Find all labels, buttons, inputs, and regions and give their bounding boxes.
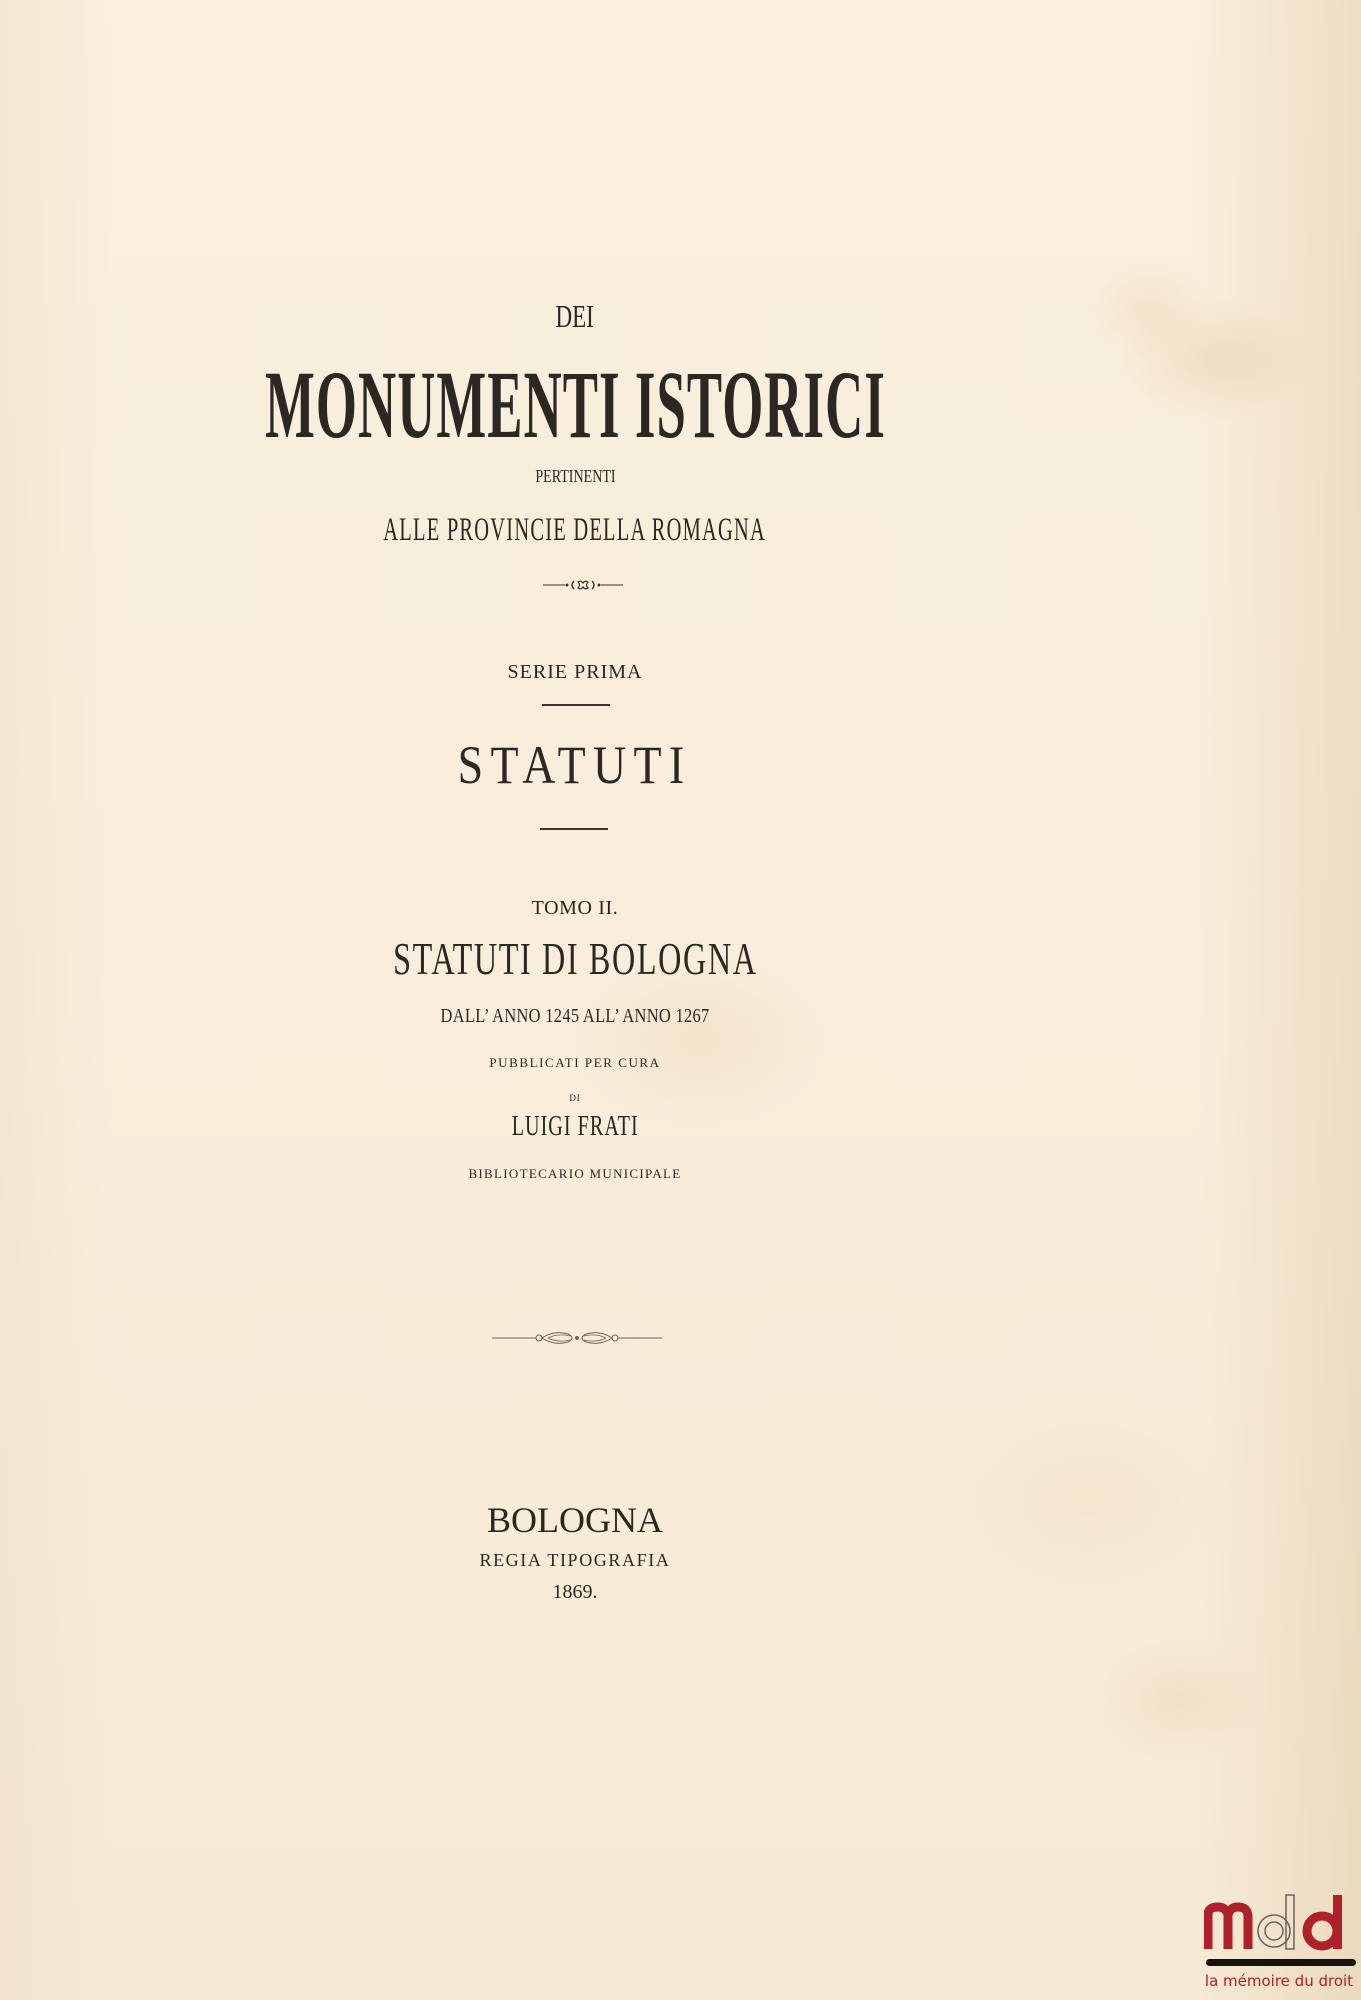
volume-label-text: TOMO II. bbox=[531, 897, 619, 919]
divider-rule bbox=[542, 704, 610, 706]
date-range bbox=[0, 1006, 1150, 1026]
subtitle bbox=[0, 514, 1150, 547]
imprint-city bbox=[0, 1502, 1150, 1538]
imprint-printer-text: REGIA TIPOGRAFIA bbox=[479, 1550, 671, 1570]
small-ornament-icon bbox=[543, 578, 623, 592]
large-ornament-icon bbox=[492, 1328, 662, 1348]
editor-title-text: BIBLIOTECARIO MUNICIPALE bbox=[468, 1166, 682, 1181]
section-title-text: STATUTI bbox=[458, 735, 692, 795]
mdd-logo-icon bbox=[1204, 1893, 1354, 1951]
title-connector bbox=[0, 467, 1150, 485]
title-connector-text: PERTINENTI bbox=[534, 466, 616, 486]
editor-name bbox=[0, 1113, 1150, 1141]
published-by-text: PUBBLICATI PER CURA bbox=[489, 1055, 661, 1070]
section-title bbox=[0, 735, 1150, 795]
editor-name-text: LUIGI FRATI bbox=[511, 1111, 639, 1142]
volume-title bbox=[0, 933, 1150, 984]
imprint-year-text: 1869. bbox=[552, 1581, 598, 1603]
imprint-year bbox=[0, 1582, 1150, 1602]
main-title bbox=[0, 351, 1150, 458]
title-prefix bbox=[0, 300, 1150, 332]
title-prefix-text: DEI bbox=[555, 298, 595, 334]
volume-title-text: STATUTI DI BOLOGNA bbox=[392, 933, 758, 984]
date-range-text: DALL’ ANNO 1245 ALL’ ANNO 1267 bbox=[440, 1005, 710, 1027]
mdd-watermark-logo bbox=[1198, 1893, 1358, 1997]
series-label bbox=[0, 662, 1150, 682]
divider-rule bbox=[540, 828, 608, 830]
editor-title bbox=[0, 1165, 1150, 1181]
subtitle-text: ALLE PROVINCIE DELLA ROMAGNA bbox=[383, 512, 767, 548]
main-title-text: MONUMENTI ISTORICI bbox=[264, 351, 886, 458]
imprint-printer bbox=[0, 1551, 1150, 1569]
by-label-text: DI bbox=[569, 1093, 581, 1103]
imprint-city-text: BOLOGNA bbox=[487, 1500, 663, 1540]
logo-divider bbox=[1206, 1959, 1356, 1966]
volume-label bbox=[0, 898, 1150, 918]
series-label-text: SERIE PRIMA bbox=[507, 661, 643, 683]
by-label bbox=[0, 1088, 1150, 1104]
published-by bbox=[0, 1054, 1150, 1070]
logo-tagline: la mémoire du droit bbox=[1204, 1972, 1354, 1990]
